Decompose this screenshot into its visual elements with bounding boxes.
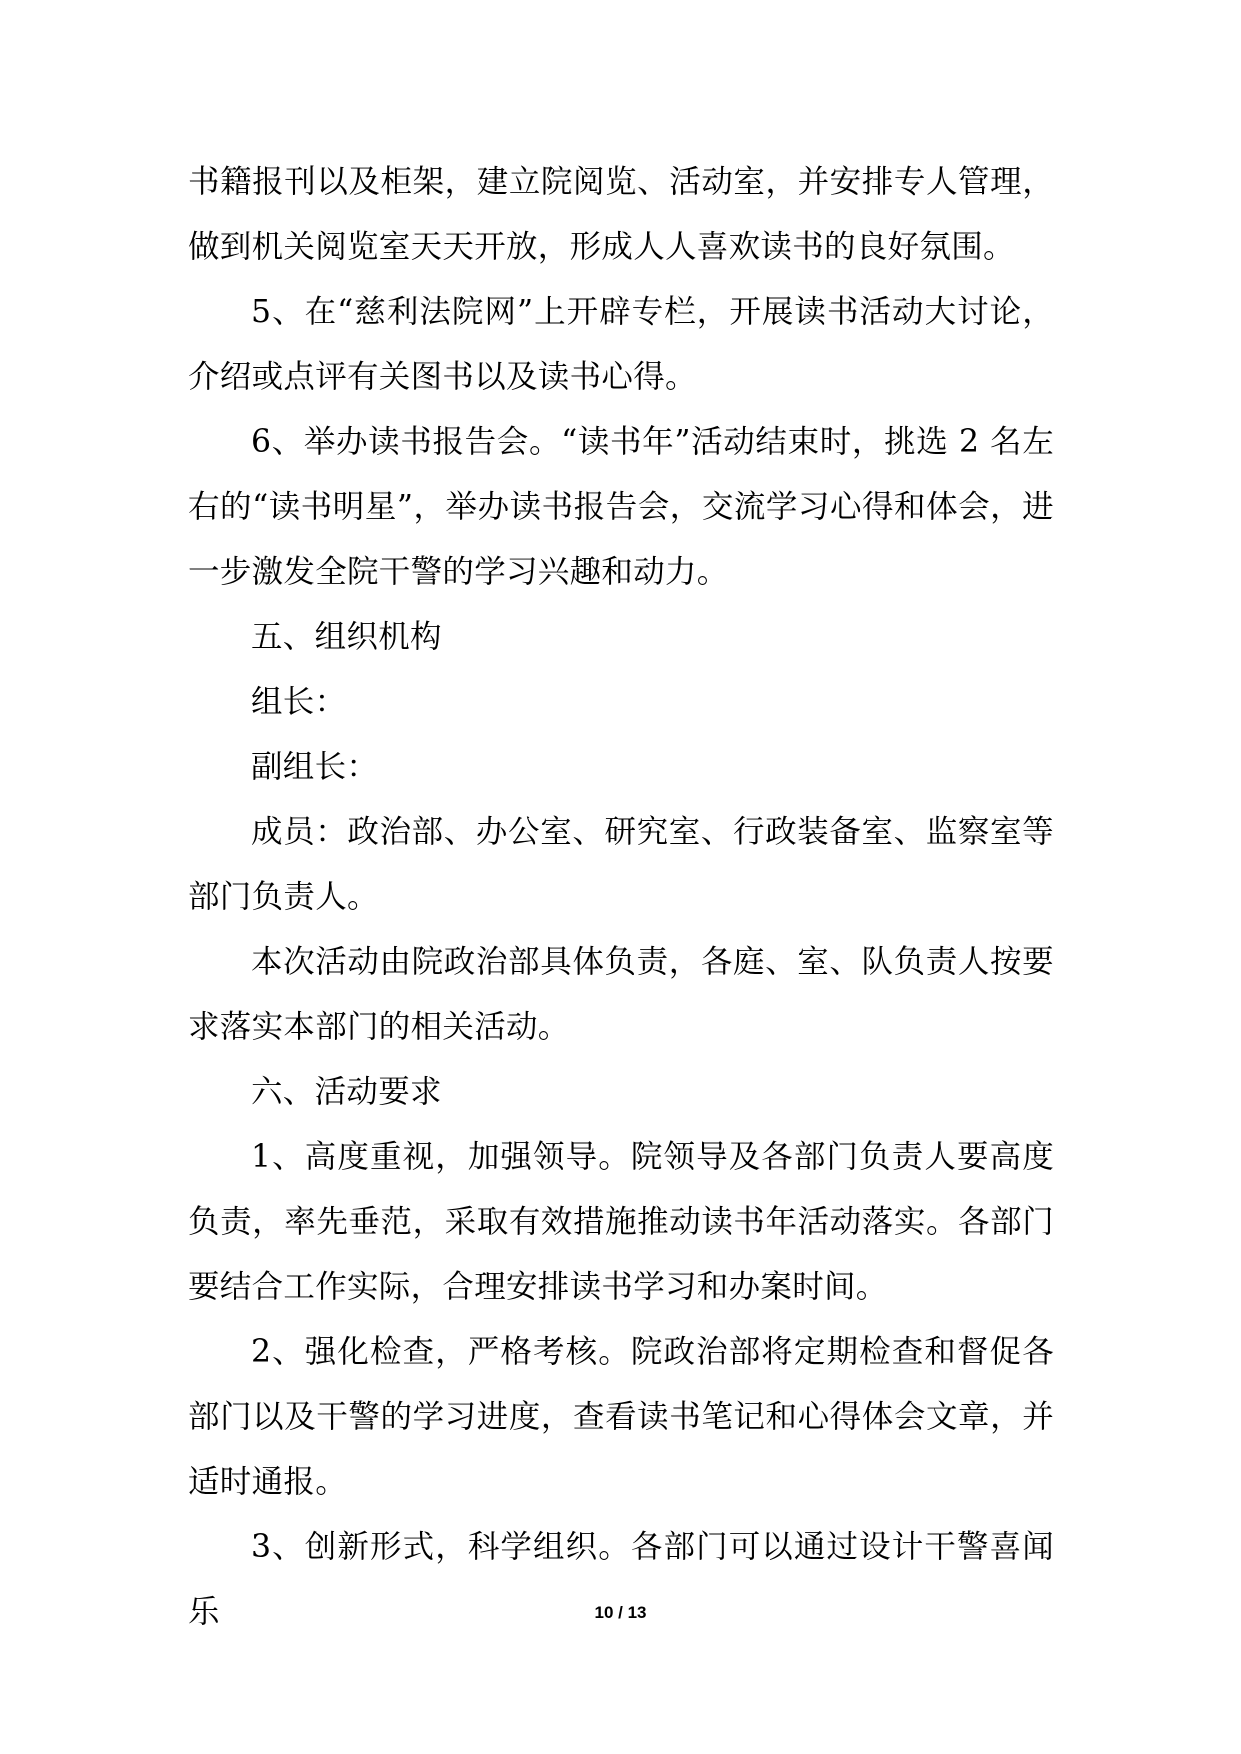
- paragraph-requirement-1: 1、高度重视，加强领导。院领导及各部门负责人要高度负责，率先垂范，采取有效措施推动读书年活动落实。各部门要结合工作实际，合理安排读书学习和办案时间。: [188, 1139, 1054, 1305]
- paragraph-group-leader: 组长：: [251, 684, 347, 720]
- paragraph-responsibility: 本次活动由院政治部具体负责，各庭、室、队负责人按要求落实本部门的相关活动。: [188, 944, 1054, 1045]
- section-heading-requirements: 六、活动要求: [251, 1074, 442, 1110]
- paragraph-deputy-group-leader: 副组长：: [251, 749, 379, 785]
- paragraph-requirement-3: 3、创新形式，科学组织。各部门可以通过设计干警喜闻乐: [188, 1529, 1054, 1630]
- paragraph-item-6: 6、举办读书报告会。“读书年”活动结束时，挑选 2 名左右的“读书明星”，举办读书报告会，交流学习心得和体会，进一步激发全院干警的学习兴趣和动力。: [188, 424, 1054, 590]
- paragraph-members: 成员：政治部、办公室、研究室、行政装备室、监察室等部门负责人。: [188, 814, 1054, 915]
- paragraph-requirement-2: 2、强化检查，严格考核。院政治部将定期检查和督促各部门以及干警的学习进度，查看读书笔记和心得体会文章，并适时通报。: [188, 1334, 1054, 1500]
- page-number: 10 / 13: [594, 1603, 647, 1622]
- section-heading-organization: 五、组织机构: [251, 619, 442, 655]
- paragraph-reading-room: 书籍报刊以及柜架，建立院阅览、活动室，并安排专人管理，做到机关阅览室天天开放，形成人人喜欢读书的良好氛围。: [188, 164, 1054, 265]
- paragraph-item-5: 5、在“慈利法院网”上开辟专栏，开展读书活动大讨论，介绍或点评有关图书以及读书心得。: [188, 294, 1054, 395]
- document-body: [188, 150, 1054, 1645]
